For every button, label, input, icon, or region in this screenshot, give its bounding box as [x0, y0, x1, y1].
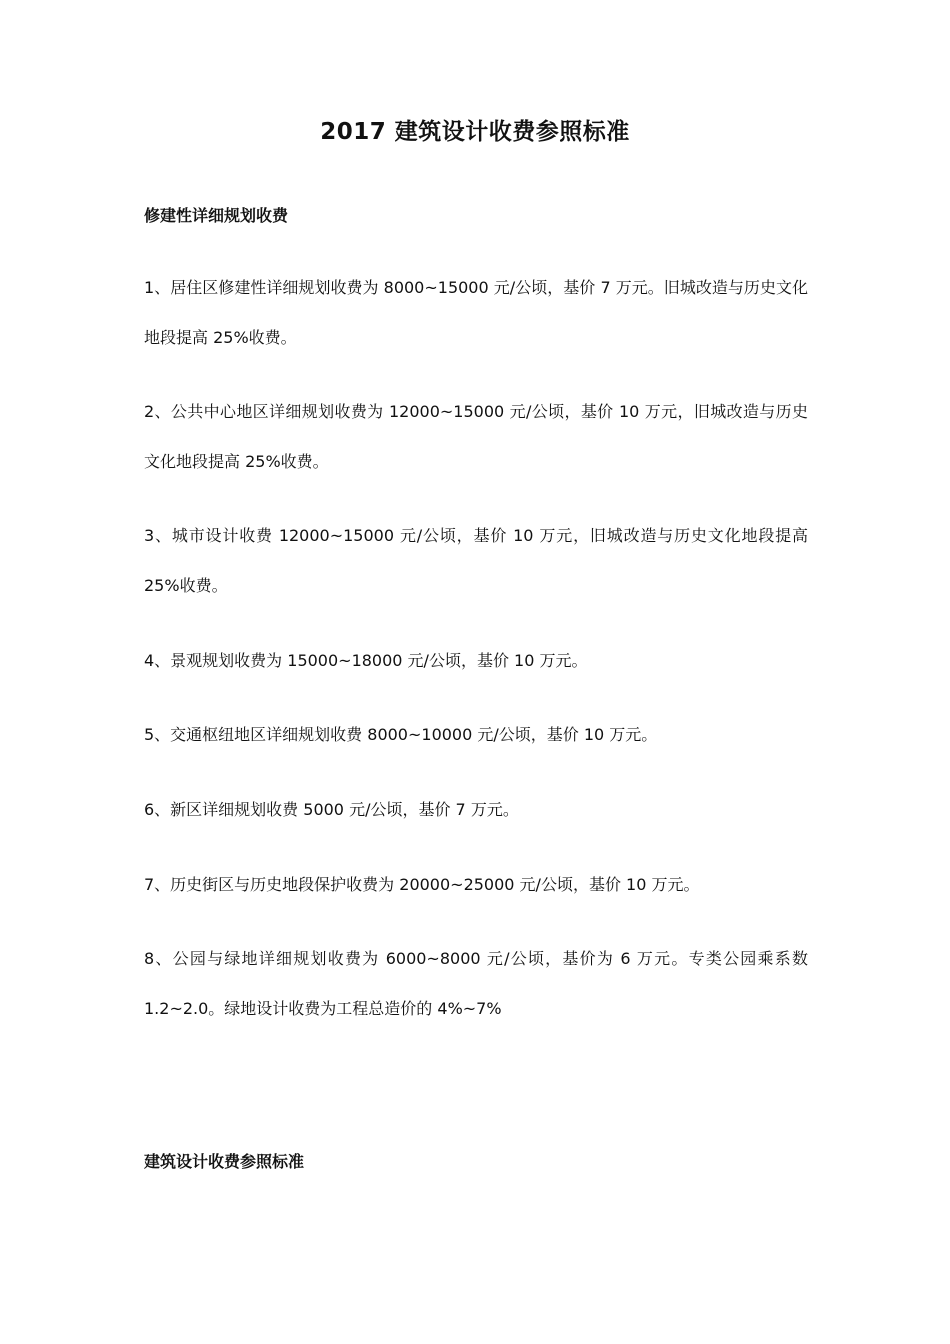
list-item-7: 7、历史街区与历史地段保护收费为 20000~25000 元/公顷，基价 10 万元。	[144, 875, 700, 894]
section-heading-detailed-planning: 修建性详细规划收费	[144, 206, 289, 225]
list-item-4: 4、景观规划收费为 15000~18000 元/公顷，基价 10 万元。	[144, 651, 588, 670]
list-item-6: 6、新区详细规划收费 5000 元/公顷，基价 7 万元。	[144, 800, 519, 819]
list-item-1: 1、居住区修建性详细规划收费为 8000~15000 元/公顷，基价 7 万元。旧城改造与历史文化地段提高 25%收费。	[144, 278, 808, 347]
list-item-2: 2、公共中心地区详细规划收费为 12000~15000 元/公顷，基价 10 万元，旧城改造与历史文化地段提高 25%收费。	[144, 402, 808, 471]
section-heading-architectural-design: 建筑设计收费参照标准	[144, 1152, 305, 1171]
list-item-3: 3、城市设计收费 12000~15000 元/公顷，基价 10 万元，旧城改造与历史文化地段提高 25%收费。	[144, 526, 808, 595]
document-title: 2017 建筑设计收费参照标准	[320, 119, 630, 145]
list-item-8: 8、公园与绿地详细规划收费为 6000~8000 元/公顷，基价为 6 万元。专类公园乘系数 1.2~2.0。绿地设计收费为工程总造价的 4%~7%	[144, 949, 808, 1018]
list-item-5: 5、交通枢纽地区详细规划收费 8000~10000 元/公顷，基价 10 万元。	[144, 725, 658, 744]
